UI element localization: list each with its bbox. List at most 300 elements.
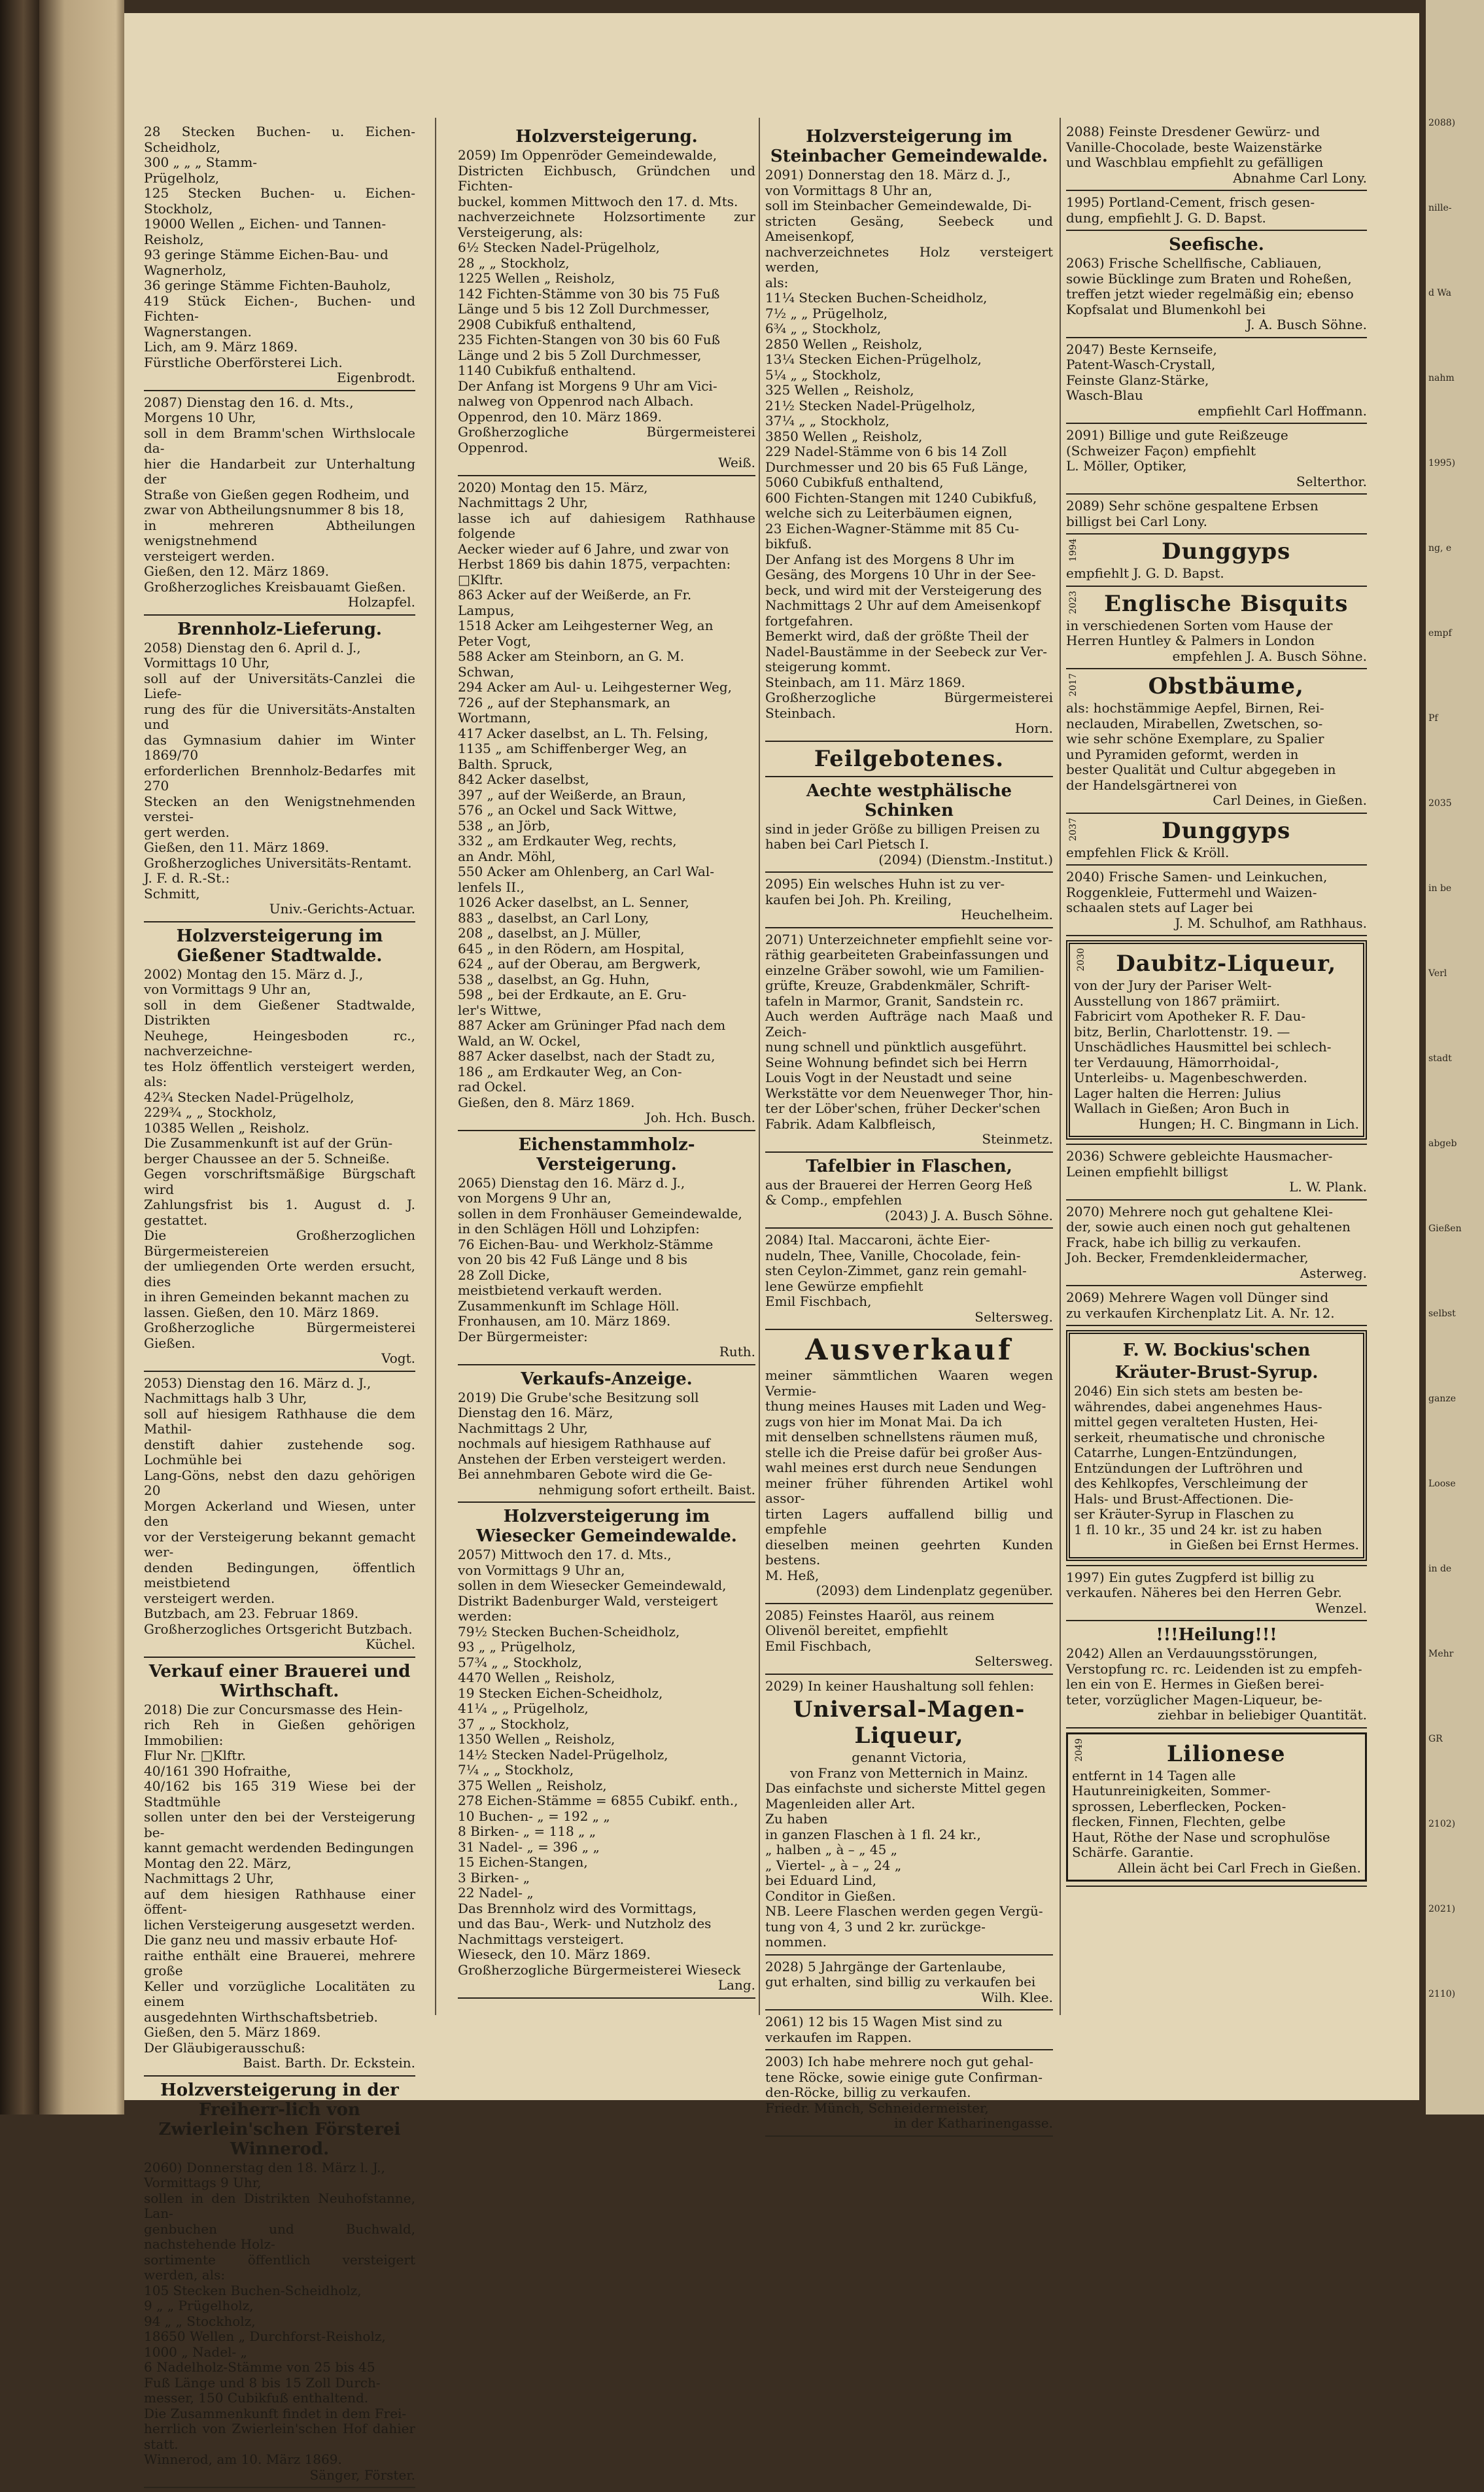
ad-line: nung schnell und pünktlich ausgeführt. [765,1039,1027,1055]
ad-line: 15 Eichen-Stangen, [458,1854,588,1870]
ad-line: empfehlen Flick & Kröll. [1066,844,1230,860]
advertisement [765,746,1053,772]
ad-line: neclauden, Mirabellen, Zwetschen, so- [1066,715,1323,731]
ad-line: dieselben meinen geehrten Kunden bestens. [765,1536,1053,1568]
advertisement [458,1369,755,1498]
ad-line: von Vormittags 8 Uhr an, [765,182,933,198]
next-page-fragment: Pf [1428,713,1438,724]
next-page-fragment: in be [1428,883,1452,894]
ad-line: von Morgens 9 Uhr an, [458,1190,612,1206]
advertisement [144,1662,415,2071]
ad-line: nalweg von Oppenrod nach Albach. [458,393,694,409]
ad-line: Wagnerstangen. [144,323,252,340]
ad-title: Kräuter-Brust-Syrup. [1114,1363,1319,1382]
ad-line: sollen unter den bei der Versteigerung be- [144,1809,415,1840]
ad-header: F. W. Bockius'schen [1122,1341,1311,1360]
ad-line: mittel gegen veralteten Husten, Hei- [1074,1414,1319,1430]
ad-line: 2095) Ein welsches Huhn ist zu ver- [765,876,1005,892]
ad-line: Roggenkleie, Futtermehl und Waizen- [1066,884,1317,900]
advertisement [1066,1330,1367,1561]
ad-line: 2018) Die zur Concursmasse des Hein- [144,1701,403,1717]
ad-line: Zu haben [765,1811,828,1827]
advertisement [1066,195,1367,226]
separator-rule [765,1227,1053,1229]
ad-line: 5¼ „ „ Stockholz, [765,366,882,383]
advertisement [458,127,755,471]
ad-line: als: hochstämmige Aepfel, Birnen, Rei- [1066,700,1324,716]
ad-line: Kopfsalat und Blumenkohl bei [1066,301,1266,317]
next-page-fragment: Loose [1428,1479,1456,1489]
ad-line: Morgens 10 Uhr, [144,410,256,425]
ad-line: fortgefahren. [765,612,854,629]
ad-line: 1135 „ am Schiffenberger Weg, an [458,741,687,756]
ad-line: bitz, Berlin, Charlottenstr. 19. — [1074,1023,1290,1040]
ad-line: 2020) Montag den 15. März, [458,479,648,495]
ad-line: 300 „ „ „ Stamm- [144,154,258,170]
ad-line: sowie Bücklinge zum Braten und Roheßen, [1066,270,1352,287]
ad-line: sollen in dem Wiesecker Gemeindewald, [458,1577,727,1593]
ad-title: Aechte westphälische Schinken [806,781,1012,820]
ad-number: 2030 [1076,948,1086,972]
ad-line: 23 Eichen-Wagner-Stämme mit 85 Cu- [765,520,1020,536]
ad-line: sollen in dem Fronhäuser Gemeindewalde, [458,1205,742,1221]
ad-line: 1000 „ Nadel- „ [144,2343,247,2360]
ad-line: 1518 Acker am Leihgesterner Weg, an [458,618,714,633]
next-page-fragment: 2102) [1428,1819,1456,1829]
ad-line: Baist. Barth. Dr. Eckstein. [243,2055,415,2071]
previous-page-edge [39,0,124,2115]
ad-line: 883 „ daselbst, an Carl Lony, [458,909,649,926]
ad-line: 7½ „ „ Prügelholz, [765,305,888,321]
ad-line: 28 Stecken Buchen- u. Eichen-Scheidholz, [144,124,415,155]
ad-line: messer, 150 Cubikfuß enthaltend. [144,2390,369,2406]
next-page-fragment: ganze [1428,1394,1456,1404]
ad-line: sprossen, Leberflecken, Pocken- [1072,1798,1286,1814]
ad-line: 93 „ „ Prügelholz, [458,1639,576,1655]
ad-line: Olivenöl bereitet, empfiehlt [765,1623,948,1638]
ad-line: soll im Steinbacher Gemeindewalde, Di- [765,198,1032,213]
ad-line: in mehreren Abtheilungen wenigstnehmend [144,517,415,548]
ad-line: grüfte, Kreuze, Grabdenkmäler, Schrift- [765,977,1030,993]
ad-line: 186 „ am Erdkauter Weg, an Con- [458,1063,682,1079]
ad-title: Holzversteigerung im Gießener Stadtwalde. [176,926,383,966]
ad-line: an Andr. Möhl, [458,848,556,864]
ad-line: 14½ Stecken Nadel-Prügelholz, [458,1746,668,1763]
ad-line: 2089) Sehr schöne gespaltene Erbsen [1066,498,1319,514]
ad-line: Wilh. Klee. [981,1989,1053,2005]
ad-line: 397 „ auf der Weißerde, an Braun, [458,786,687,803]
next-page-fragment: stadt [1428,1053,1452,1064]
ad-line: 19000 Wellen „ Eichen- und Tannen- [144,216,387,232]
ad-title: Dunggyps [1162,538,1291,565]
ad-line: nudeln, Thee, Vanille, Chocolade, fein- [765,1247,1021,1263]
separator-rule [458,1501,755,1503]
ad-line: Das einfachste und sicherste Mittel gegen [765,1780,1046,1796]
advertisement [1066,499,1367,529]
ad-line: bester Qualität und Cultur abgegeben in [1066,762,1336,777]
ad-line: Schwan, [458,663,515,680]
ad-line: 2085) Feinstes Haaröl, aus reinem [765,1607,995,1623]
ad-line: 419 Stück Eichen-, Buchen- und Fichten- [144,292,415,324]
ad-line: 41¼ „ „ Prügelholz, [458,1700,589,1716]
ad-line: rad Ockel. [458,1079,526,1095]
separator-rule [1066,586,1367,587]
advertisement [765,1608,1053,1670]
ad-line: 1 fl. 10 kr., 35 und 24 kr. ist zu haben [1074,1521,1322,1537]
ad-line: 2046) Ein sich stets am besten be- [1074,1383,1303,1399]
ad-number: 2037 [1068,817,1078,841]
separator-rule [144,390,415,391]
ad-line: 2042) Allen an Verdauungsstörungen, [1066,1645,1318,1661]
ad-line: soll in dem Bramm'schen Wirthslocale da- [144,425,415,456]
ad-title: Daubitz-Liqueur, [1116,951,1337,977]
advertisement [1066,1149,1367,1195]
ad-line: Louis Vogt in der Neustadt und seine [765,1070,1012,1085]
ad-line: empfehlen J. A. Busch Söhne. [1172,648,1367,664]
ad-line: entfernt in 14 Tagen alle [1072,1767,1236,1783]
ad-line: lenfels II., [458,879,525,895]
ad-line: Der Bürgermeister: [458,1328,588,1344]
ad-line: 2850 Wellen „ Reisholz, [765,336,923,352]
ad-line: 13¼ Stecken Eichen-Prügelholz, [765,351,982,367]
ad-line: 28 „ „ Stockholz, [458,254,570,271]
ad-line: 294 Acker am Aul- u. Leihgesterner Weg, [458,679,733,695]
ad-line: 375 Wellen „ Reisholz, [458,1777,607,1793]
ad-line: „ Viertel- „ à – „ 24 „ [765,1857,902,1873]
ad-line: 229 Nadel-Stämme von 6 bis 14 Zoll [765,444,1007,459]
ad-line: Großherzogliches Ortsgericht Butzbach. [144,1621,413,1637]
ad-line: nommen. [765,1934,827,1950]
separator-rule [1066,1199,1367,1201]
ad-line: 550 Acker am Ohlenberg, an Carl Wal- [458,864,715,879]
ad-line: Nachmittags 2 Uhr, [144,1870,274,1886]
ad-line: Vanille-Chocolade, beste Waizenstärke [1066,139,1322,155]
ad-line: Länge und 2 bis 5 Zoll Durchmesser, [458,347,702,363]
ad-title: Holzversteigerung im Steinbacher Gemeindewalde. [770,127,1048,166]
ad-line: Seltersweg. [975,1308,1053,1325]
ad-line: und Waschblau empfiehlt zu gefälligen [1066,154,1324,170]
ad-line: Catarrhe, Lungen-Entzündungen, [1074,1445,1298,1460]
ad-line: 235 Fichten-Stangen von 30 bis 60 Fuß [458,332,720,347]
ad-line: „ halben „ à – „ 45 „ [765,1842,898,1857]
ad-line: 2070) Mehrere noch gut gehaltene Klei- [1066,1203,1333,1220]
ad-line: 2029) In keiner Haushaltung soll fehlen: [765,1677,1035,1694]
ad-line: von Franz von Metternich in Mainz. [789,1764,1028,1781]
separator-rule [1066,1325,1367,1326]
ad-line: Lager halten die Herren: Julius [1074,1085,1281,1101]
separator-rule [765,1954,1053,1956]
ad-line: thung meines Hauses mit Laden und Weg- [765,1398,1046,1414]
ad-line: tene Röcke, sowie einige gute Confirman- [765,2069,1043,2085]
ad-line: Emil Fischbach, [765,1638,872,1654]
ad-title: Dunggyps [1162,817,1291,844]
advertisement [1066,818,1367,861]
ad-line: von 20 bis 42 Fuß Länge und 8 bis [458,1252,688,1267]
ad-line: schaalen stets auf Lager bei [1066,900,1253,915]
ad-title: Holzversteigerung im Wiesecker Gemeindewalde. [476,1507,737,1546]
ad-line: Lang. [717,1977,755,1993]
ad-title: Obstbäume, [1148,673,1304,699]
next-page-fragment: empf [1428,628,1452,639]
ad-line: der umliegenden Orte werden ersucht, dies [144,1258,415,1290]
ad-line: einzelne Gräber sowohl, wie um Familien- [765,962,1044,978]
ad-line: Großherzogliche Bürgermeisterei Oppenrod. [458,424,755,455]
ad-line: 2091) Billige und gute Reißzeuge [1066,427,1288,443]
ad-line: Heuchelheim. [961,907,1053,922]
ad-line: Fabricirt vom Apotheker R. F. Dau- [1074,1008,1306,1024]
ad-title: Holzversteigerung in der Freiherr-lich von Zwierlein'schen Försterei Winnerod. [158,2080,401,2159]
ad-line: Großherzogliche Bürgermeisterei Gießen. [144,1320,415,1351]
advertisement [765,127,1053,737]
book-binding [0,0,39,2115]
ad-line: Vogt. [381,1350,415,1366]
ad-line: Unterleibs- u. Magenbeschwerden. [1074,1070,1307,1085]
ad-line: teter, vorzüglicher Magen-Liqueur, be- [1066,1691,1322,1708]
ad-line: vor der Versteigerung bekannt gemacht wer- [144,1528,415,1560]
advertisement [765,781,1053,868]
ad-line: 2069) Mehrere Wagen voll Dünger sind [1066,1290,1329,1305]
ad-line: 7¼ „ „ Stockholz, [458,1762,574,1778]
column-3 [765,124,1053,2141]
separator-rule [1066,1285,1367,1286]
ad-line: nachverzeichnetes Holz versteigert werden, [765,243,1053,275]
ad-line: berger Chaussee an der 5. Schneiße. [144,1150,390,1167]
ad-line: 842 Acker daselbst, [458,771,589,787]
ad-line: Gießen, den 8. März 1869. [458,1094,635,1110]
ad-title: Ausverkauf [805,1333,1013,1367]
ad-line: tes Holz öffentlich versteigert werden, als: [144,1058,415,1089]
ad-line: Nachmittags halb 3 Uhr, [144,1390,307,1406]
separator-rule [144,614,415,616]
ad-line: Wasch-Blau [1066,387,1143,403]
separator-rule [765,1151,1053,1153]
ad-line: 576 „ an Ockel und Sack Wittwe, [458,802,677,818]
ad-line: 2019) Die Grube'sche Besitzung soll [458,1389,699,1405]
ad-line: in ganzen Flaschen à 1 fl. 24 kr., [765,1826,981,1842]
ad-line: 28 Zoll Dicke, [458,1267,550,1283]
separator-rule [144,921,415,922]
ad-line: stricten Gesäng, Seebeck und Ameisenkopf, [765,213,1053,244]
ad-line: 332 „ am Erdkauter Weg, rechts, [458,833,677,849]
ad-title: Holzversteigerung. [515,127,698,147]
ad-line: 6½ Stecken Nadel-Prügelholz, [458,239,660,255]
ad-line: von der Jury der Pariser Welt- [1074,977,1272,993]
ad-line: Vormittags 9 Uhr, [144,2175,262,2190]
ad-line: 2002) Montag den 15. März d. J., [144,966,364,982]
ad-line: räthig gearbeiteten Grabeinfassungen und [765,947,1049,962]
ad-line: empfiehlt J. G. D. Bapst. [1066,565,1224,581]
next-page-fragment: Gießen [1428,1223,1462,1234]
ad-line: Herbst 1869 bis dahin 1875, verpachten: [458,556,731,572]
separator-rule [765,871,1053,873]
ad-line: Die Großherzoglichen Bürgermeistereien [144,1227,415,1259]
advertisement [458,480,755,1126]
ad-line: Nachmittags 2 Uhr auf dem Ameisenkopf [765,597,1041,613]
ad-line: Steinmetz. [982,1131,1053,1147]
ad-line: Anstehen der Erben versteigert werden. [458,1450,727,1467]
ad-line: & Comp., empfehlen [765,1192,903,1208]
separator-rule [144,1371,415,1372]
ad-line: Joh. Becker, Fremdenkleidermacher, [1066,1250,1309,1265]
ad-line: Sänger, Förster. [309,2466,415,2483]
next-page-fragment: 2110) [1428,1989,1456,1999]
ad-line: Wortmann, [458,710,531,726]
column-rule [759,118,760,2015]
ad-line: in Gießen bei Ernst Hermes. [1169,1537,1359,1553]
ad-line: Fuß Länge und 8 bis 15 Zoll Durch- [144,2374,381,2391]
ad-line: Nachmittags 2 Uhr, [458,495,588,510]
separator-rule [1066,1727,1367,1729]
next-page-fragment: 1995) [1428,458,1456,468]
ad-line: 2065) Dienstag den 16. März d. J., [458,1174,685,1191]
ad-line: 22 Nadel- „ [458,1885,534,1901]
ad-line: Neuhege, Heingesboden rc., nachverzeichne- [144,1027,415,1059]
ad-line: Allein ächt bei Carl Frech in Gießen. [1117,1859,1361,1876]
ad-line: 2091) Donnerstag den 18. März d. J., [765,167,1011,183]
advertisement [1066,428,1367,489]
ad-line: ziehbar in beliebiger Quantität. [1158,1707,1367,1723]
column-2 [458,124,755,2003]
next-page-fragment: in de [1428,1564,1452,1574]
ad-line: 2053) Dienstag den 16. März d. J., [144,1375,371,1391]
ad-line: Carl Deines, in Gießen. [1213,792,1367,808]
ad-line: versteigert werden. [144,1590,275,1606]
ad-line: zugs von hier im Monat Mai. Da ich [765,1413,1003,1430]
ad-line: Joh. Hch. Busch. [645,1110,755,1125]
ad-line: als: [765,274,789,290]
ad-line: flecken, Finnen, Flechten, gelbe [1072,1814,1286,1829]
ad-line: mit denselben schnellstens räumen muß, [765,1429,1039,1445]
ad-line: Flur Nr. □Klftr. [144,1747,247,1763]
ad-line: Herren Huntley & Palmers in London [1066,633,1315,648]
ad-line: Verstopfung rc. rc. Leidenden ist zu empfeh- [1066,1660,1362,1677]
ad-line: J. M. Schulhof, am Rathhaus. [1175,915,1367,931]
ad-line: Gegen vorschriftsmäßige Bürgschaft wird [144,1166,415,1197]
ad-number: 2023 [1068,590,1078,614]
ad-line: nehmigung sofort ertheilt. Baist. [538,1481,755,1498]
ad-line: Wieseck, den 10. März 1869. [458,1946,651,1962]
next-page-fragment: Verl [1428,968,1447,979]
ad-line: zu verkaufen Kirchenplatz Lit. A. Nr. 12. [1066,1305,1335,1321]
separator-rule [1066,1144,1367,1145]
separator-rule [1066,1565,1367,1566]
advertisement [458,1507,755,1993]
advertisement [144,620,415,917]
separator-rule [1066,190,1367,191]
advertisement [765,1157,1053,1224]
ad-line: len ein von E. Hermes in Gießen berei- [1066,1676,1324,1692]
ad-line: lassen. Gießen, den 10. März 1869. [144,1304,379,1320]
ad-line: 6 Nadelholz-Stämme von 25 bis 45 [144,2359,375,2375]
separator-rule [144,1657,415,1658]
ad-line: sortimente öffentlich versteigert werden, als: [144,2251,415,2283]
ad-line: lene Gewürze empfiehlt [765,1278,923,1294]
ad-line: Das Brennholz wird des Vormittags, [458,1900,697,1916]
ad-line: Weiß. [718,455,755,470]
ad-line: 2908 Cubikfuß enthaltend, [458,316,636,332]
ad-line: 1140 Cubikfuß enthaltend. [458,362,636,378]
separator-rule [1066,230,1367,231]
ad-line: 278 Eichen-Stämme = 6855 Cubikf. enth., [458,1793,738,1808]
ad-line: 2036) Schwere gebleichte Hausmacher- [1066,1148,1333,1164]
ad-line: Feinste Glanz-Stärke, [1066,372,1209,388]
ad-line: erforderlichen Brennholz-Bedarfes mit 270 [144,762,415,794]
ad-number: 2049 [1074,1738,1084,1762]
ad-line: welche sich zu Leiterbäumen eignen, [765,505,1013,521]
ad-line: Zusammenkunft im Schlage Höll. [458,1297,680,1314]
advertisement [765,932,1053,1148]
ad-line: 3850 Wellen „ Reisholz, [765,428,923,444]
ad-line: auf dem hiesigen Rathhause einer öffent- [144,1886,415,1917]
ad-line: ter der Löber'schen, früher Decker'schen [765,1100,1041,1116]
ad-line: kaufen bei Joh. Ph. Kreiling, [765,891,952,907]
ad-line: lasse ich auf dahiesigem Rathhause folgende [458,510,755,541]
ad-line: (Schweizer Façon) empfiehlt [1066,442,1256,459]
separator-rule [765,1603,1053,1604]
ad-line: 79½ Stecken Buchen-Scheidholz, [458,1623,680,1640]
ad-line: Straße von Gießen gegen Rodheim, und [144,486,409,502]
advertisement [1066,940,1367,1140]
ad-line: (2093) dem Lindenplatz gegenüber. [816,1583,1053,1598]
ad-line: Horn. [1014,720,1053,736]
ad-line: 588 Acker am Steinborn, an G. M. [458,648,685,664]
advertisement [1066,235,1367,333]
ad-line: Die Zusammenkunft ist auf der Grün- [144,1135,393,1151]
ad-line: Wenzel. [1315,1600,1367,1616]
ad-line: L. Möller, Optiker, [1066,458,1187,474]
ad-line: Großherzogliches Universitäts-Rentamt. [144,854,412,871]
ad-line: zwar von Abtheilungsnummer 8 bis 18, [144,502,404,518]
ad-line: und das Bau-, Werk- und Nutzholz des [458,1916,712,1931]
ad-line: in verschiedenen Sorten vom Hause der [1066,617,1333,633]
ad-line: in der Katharinengasse. [894,2115,1053,2131]
separator-rule [765,927,1053,928]
column-rule [1060,118,1061,2015]
ad-line: (2094) (Dienstm.-Institut.) [878,851,1053,868]
ad-line: Selterthor. [1296,473,1367,489]
ad-line: genbuchen und Buchwald, nachstehende Holz- [144,2220,415,2252]
ad-line: Großherzogliche Bürgermeisterei Wieseck [458,1961,741,1978]
ad-title: Tafelbier in Flaschen, [806,1156,1012,1176]
ad-line: 2071) Unterzeichneter empfiehlt seine vor- [765,931,1053,947]
ad-line: nochmals auf hiesigem Rathhause auf [458,1435,710,1451]
ad-line: hier die Handarbeit zur Unterhaltung der [144,455,415,487]
ad-line: Reisholz, [144,231,204,247]
ad-line: Länge und 5 bis 12 Zoll Durchmesser, [458,301,710,317]
ad-line: 2057) Mittwoch den 17. d. Mts., [458,1547,672,1562]
ad-line: Stecken an den Wenigstnehmenden verstei- [144,793,415,824]
ad-line: wahl meines erst durch neue Sendungen [765,1460,1037,1475]
ad-line: 5060 Cubikfuß enthaltend, [765,474,944,490]
ad-line: Prügelholz, [144,169,220,186]
ad-line: Aecker wieder auf 6 Jahre, und zwar von [458,540,729,557]
separator-rule [144,2487,415,2488]
ad-line: Bemerkt wird, daß der größte Theil der [765,628,1029,644]
separator-rule [765,776,1053,777]
ad-line: 19 Stecken Eichen-Scheidholz, [458,1685,663,1701]
ad-line: 645 „ in den Rödern, am Hospital, [458,940,685,956]
ad-line: 18650 Wellen „ Durchforst-Reisholz, [144,2328,386,2344]
ad-line: Oppenrod, den 10. März 1869. [458,408,662,425]
ad-line: 863 Acker auf der Weißerde, an Fr. [458,587,692,603]
ad-line: Patent-Wasch-Crystall, [1066,357,1216,372]
ad-line: Emil Fischbach, [765,1293,872,1309]
ad-line: 31 Nadel- „ = 396 „ „ [458,1838,600,1855]
separator-rule [458,1364,755,1365]
ad-title: Verkauf einer Brauerei und Wirthschaft. [148,1661,411,1701]
separator-rule [765,2135,1053,2137]
ad-line: Abnahme Carl Lony. [1233,169,1367,186]
